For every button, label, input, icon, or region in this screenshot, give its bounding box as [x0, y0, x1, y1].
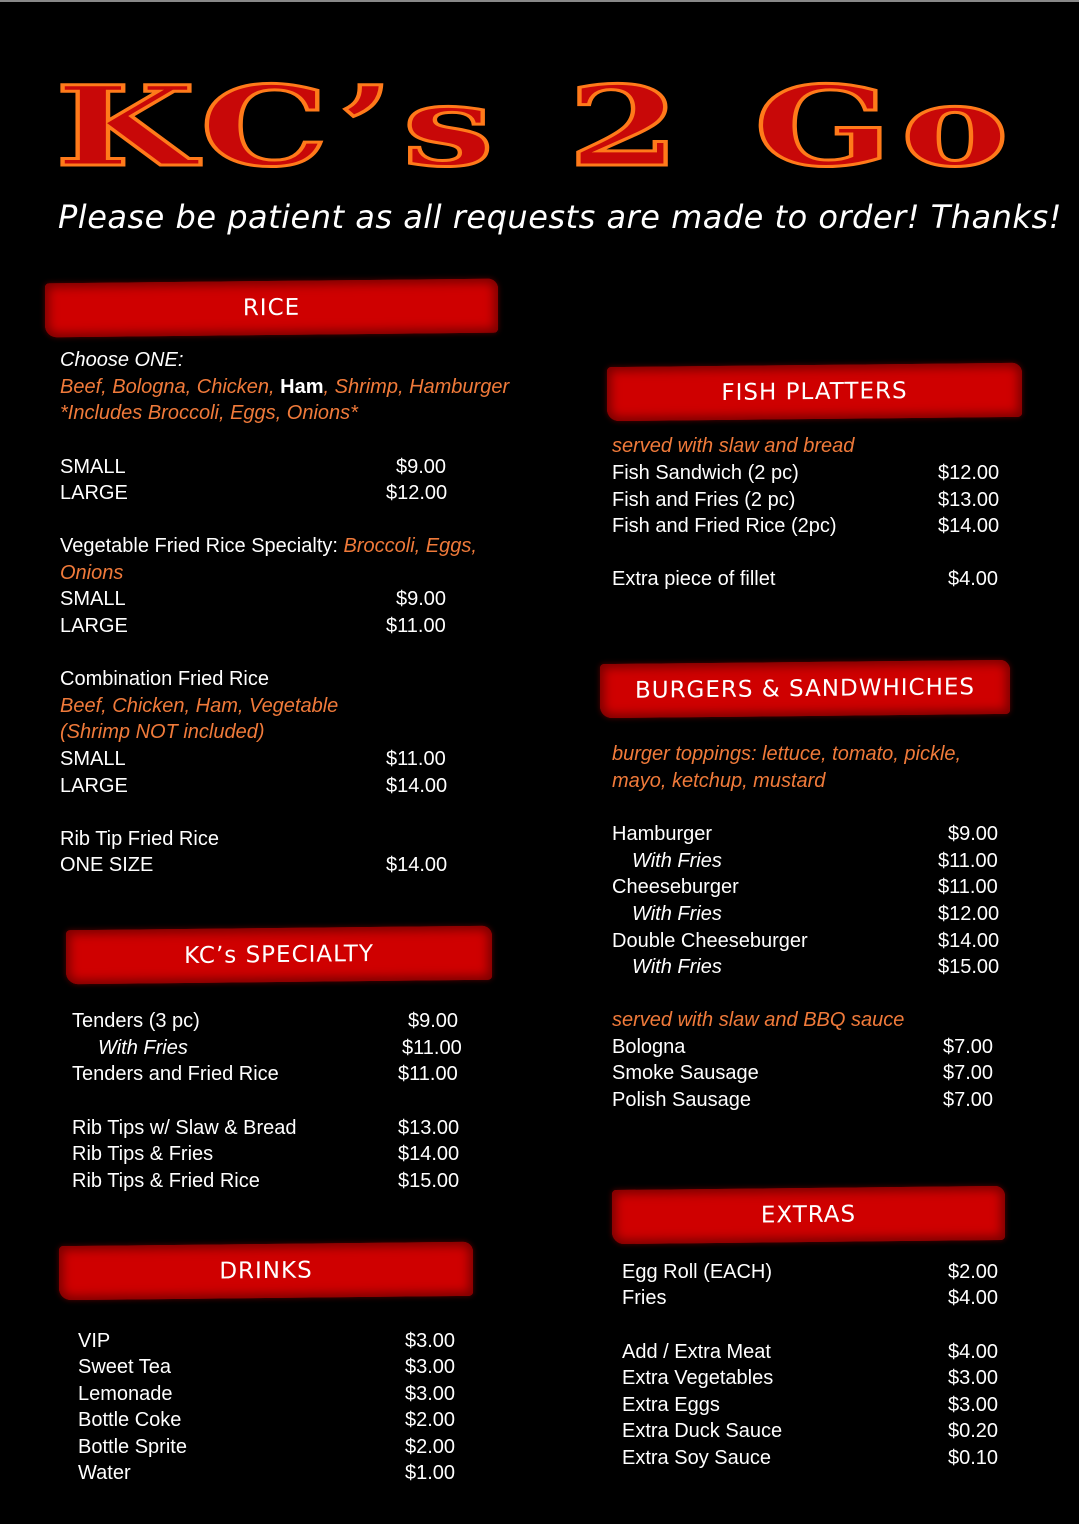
sandwich-note: served with slaw and BBQ sauce — [612, 1009, 905, 1031]
drinks-banner: DRINKS — [59, 1242, 473, 1300]
specialty-item-price: $15.00 — [398, 1170, 460, 1192]
rice-large-price: $12.00 — [386, 482, 448, 504]
fish-item-price: $4.00 — [948, 568, 999, 590]
veg-rice-detail-1: Broccoli, Eggs, — [343, 535, 477, 557]
specialty-item-price: $11.00 — [402, 1037, 462, 1059]
burger-item-price: $15.00 — [938, 956, 1000, 978]
sandwich-item-name: Smoke Sausage — [612, 1062, 759, 1084]
extra-item-price: $0.20 — [948, 1420, 999, 1442]
sandwich-item-name: Polish Sausage — [612, 1089, 751, 1111]
drink-price: $1.00 — [405, 1462, 456, 1484]
combo-rice-detail-1: Beef, Chicken, Ham, Vegetable — [60, 695, 339, 717]
drink-price: $3.00 — [405, 1383, 456, 1405]
burger-item-price: $11.00 — [938, 876, 998, 898]
specialty-item-price: $13.00 — [398, 1117, 460, 1139]
extra-item-name: Extra Vegetables — [622, 1367, 774, 1389]
burger-item-price: $12.00 — [938, 903, 1000, 925]
restaurant-title: KC’s 2 Go — [55, 62, 1018, 191]
extras-banner: EXTRAS — [612, 1186, 1005, 1244]
rice-includes: *Includes Broccoli, Eggs, Onions* — [60, 402, 358, 424]
rice-meats-pre: Beef, Bologna, Chicken, — [60, 376, 281, 398]
specialty-banner: KC’s SPECIALTY — [66, 926, 492, 984]
veg-small-price: $9.00 — [396, 588, 447, 610]
rice-meats-post: , Shrimp, Hamburger — [323, 376, 510, 398]
combo-rice-detail-2: (Shrimp NOT included) — [60, 721, 265, 743]
drink-name: Water — [78, 1462, 131, 1484]
extra-item-price: $3.00 — [948, 1367, 999, 1389]
rib-rice-price: $14.00 — [386, 854, 448, 876]
burger-item-name: Hamburger — [612, 823, 713, 845]
extra-item-name: Extra Eggs — [622, 1394, 720, 1416]
fish-banner: FISH PLATTERS — [607, 363, 1022, 421]
fish-item-price: $12.00 — [938, 462, 1000, 484]
combo-rice-title: Combination Fried Rice — [60, 668, 269, 690]
extra-item-name: Extra Duck Sauce — [622, 1420, 783, 1442]
veg-rice-title-text: Vegetable Fried Rice Specialty: — [60, 535, 344, 557]
fish-item-name: Fish and Fries (2 pc) — [612, 489, 796, 511]
fish-item-name: Extra piece of fillet — [612, 568, 776, 590]
combo-small-price: $11.00 — [386, 748, 446, 770]
drink-price: $3.00 — [405, 1356, 456, 1378]
drink-name: Bottle Sprite — [78, 1436, 187, 1458]
extra-item-name: Egg Roll (EACH) — [622, 1261, 773, 1283]
rib-rice-title: Rib Tip Fried Rice — [60, 828, 219, 850]
veg-rice-detail-2: Onions — [60, 562, 124, 584]
specialty-item-name: Rib Tips & Fried Rice — [72, 1170, 260, 1192]
burger-item-name: With Fries — [632, 956, 722, 978]
extra-item-name: Fries — [622, 1287, 667, 1309]
sandwich-item-price: $7.00 — [943, 1089, 994, 1111]
fish-item-name: Fish and Fried Rice (2pc) — [612, 515, 837, 537]
burger-item-name: With Fries — [632, 850, 722, 872]
veg-large-price: $11.00 — [386, 615, 446, 637]
specialty-item-name: With Fries — [98, 1037, 188, 1059]
combo-small-name: SMALL — [60, 748, 126, 770]
sandwich-item-name: Bologna — [612, 1036, 686, 1058]
extra-item-name: Add / Extra Meat — [622, 1341, 771, 1363]
extra-item-price: $3.00 — [948, 1394, 999, 1416]
sandwich-item-price: $7.00 — [943, 1036, 994, 1058]
rib-rice-size: ONE SIZE — [60, 854, 154, 876]
rice-choose: Choose ONE: — [60, 349, 184, 371]
drink-name: VIP — [78, 1330, 111, 1352]
burger-item-name: Double Cheeseburger — [612, 930, 808, 952]
burger-toppings-2: mayo, ketchup, mustard — [612, 770, 826, 792]
fish-note: served with slaw and bread — [612, 435, 855, 457]
specialty-item-price: $9.00 — [408, 1010, 459, 1032]
fish-item-name: Fish Sandwich (2 pc) — [612, 462, 799, 484]
specialty-item-name: Tenders and Fried Rice — [72, 1063, 279, 1085]
extra-item-price: $2.00 — [948, 1261, 999, 1283]
sandwich-item-price: $7.00 — [943, 1062, 994, 1084]
combo-large-price: $14.00 — [386, 775, 448, 797]
rice-meats — [60, 374, 509, 400]
burger-item-price: $11.00 — [938, 850, 998, 872]
drink-name: Lemonade — [78, 1383, 173, 1405]
specialty-item-name: Tenders (3 pc) — [72, 1010, 200, 1032]
extra-item-name: Extra Soy Sauce — [622, 1447, 771, 1469]
extra-item-price: $0.10 — [948, 1447, 999, 1469]
rice-small-price: $9.00 — [396, 456, 447, 478]
drink-name: Sweet Tea — [78, 1356, 172, 1378]
rice-meats-bold: Ham — [280, 376, 324, 398]
combo-large-name: LARGE — [60, 775, 128, 797]
extra-item-price: $4.00 — [948, 1341, 999, 1363]
specialty-item-name: Rib Tips w/ Slaw & Bread — [72, 1117, 297, 1139]
burger-item-price: $9.00 — [948, 823, 999, 845]
burger-toppings-1: burger toppings: lettuce, tomato, pickle, — [612, 743, 962, 765]
rice-large-name: LARGE — [60, 482, 128, 504]
specialty-item-price: $14.00 — [398, 1143, 460, 1165]
specialty-item-name: Rib Tips & Fries — [72, 1143, 214, 1165]
veg-rice-title — [60, 533, 477, 559]
rice-banner: RICE — [45, 279, 498, 338]
rice-small-name: SMALL — [60, 456, 126, 478]
fish-item-price: $13.00 — [938, 489, 1000, 511]
burger-item-name: Cheeseburger — [612, 876, 739, 898]
veg-large-name: LARGE — [60, 615, 128, 637]
fish-item-price: $14.00 — [938, 515, 1000, 537]
drink-price: $3.00 — [405, 1330, 456, 1352]
veg-small-name: SMALL — [60, 588, 126, 610]
tagline: Please be patient as all requests are made to order! Thanks! — [58, 198, 1062, 236]
extra-item-price: $4.00 — [948, 1287, 999, 1309]
drink-price: $2.00 — [405, 1409, 456, 1431]
specialty-item-price: $11.00 — [398, 1063, 458, 1085]
drink-name: Bottle Coke — [78, 1409, 182, 1431]
burgers-banner: BURGERS & SANDWHICHES — [600, 660, 1010, 718]
drink-price: $2.00 — [405, 1436, 456, 1458]
burger-item-name: With Fries — [632, 903, 722, 925]
burger-item-price: $14.00 — [938, 930, 1000, 952]
